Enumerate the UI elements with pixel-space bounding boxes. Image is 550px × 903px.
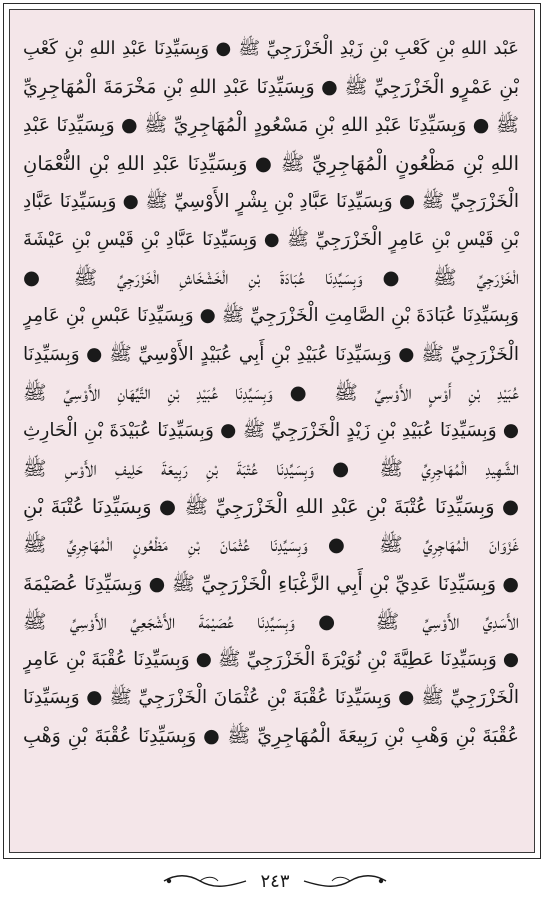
- scroll-ornament-left-icon: [162, 873, 248, 889]
- text-line: عَبْد اللهِ بْنِ كَعْبِ بْنِ زَيْدِ الْخَزْرَجِيِّ ﷺ ● وَبِسَيِّدِنَا عَبْدِ اللهِ بْنِ كَعْبِ: [23, 38, 519, 59]
- text-line: عُبَيْدِ بْنِ أَوْسٍ الأَوْسِيِّ ﷺ ● وَبِسَيِّدِنَا عُبَيْدِ بْنِ التَّيِّهَانِ الأَوْسِيِّ ﷺ: [23, 380, 519, 404]
- text-line: عُقْبَةَ بْنِ وَهْبِ بْنِ رَبِيعَةَ الْمُهَاجِرِيِّ ﷺ ● وَبِسَيِّدِنَا عُقْبَةَ بْنِ وَهْبِ: [23, 725, 519, 748]
- text-line: وَبِسَيِّدِنَا عُبَادَةَ بْنِ الصَّامِتِ الْخَزْرَجِيِّ ﷺ ● وَبِسَيِّدِنَا عَبْسِ بْنِ عَامِرٍ: [23, 305, 519, 327]
- page-footer: [0, 866, 550, 896]
- text-line: الْخَزْرَجِيِّ ﷺ ● وَبِسَيِّدِنَا عُقْبَةَ بْنِ عُثْمَانَ الْخَزْرَجِيِّ ﷺ ● وَبِسَيِّدِنَا: [23, 687, 519, 709]
- text-line: الشَّهِيدِ الْمُهَاجِرِيِّ ﷺ ● وَبِسَيِّدِنَا عُتْبَةَ بْنِ رَبِيعَةَ حَلِيفِ الأَوْسِ ﷺ: [23, 457, 519, 481]
- text-line: بْنِ عَمْرٍو الْخَزْرَجِيِّ ﷺ ● وَبِسَيِّدِنَا عَبْدِ اللهِ بْنِ مَخْرَمَةَ الْمُهَاجِرِيِّ: [23, 76, 519, 99]
- text-line: ﷺ ● وَبِسَيِّدِنَا عَبْدِ اللهِ بْنِ مَسْعُودٍ الْمُهَاجِرِيِّ ﷺ ● وَبِسَيِّدِنَا عَبْدِ: [23, 114, 519, 137]
- text-line: الْخَزْرَجِيِّ ﷺ ● وَبِسَيِّدِنَا عَبَّادِ بْنِ بِشْرٍ الأَوْسِيِّ ﷺ ● وَبِسَيِّدِنَا عَبَّادِ: [23, 190, 519, 212]
- text-line: الْخَزْرَجِيِّ ﷺ ● وَبِسَيِّدِنَا عُبَادَةَ بْنِ الْخَشْخَاشِ الْخَزْرَجِيِّ ﷺ ●: [23, 266, 519, 290]
- text-line: ● وَبِسَيِّدِنَا عَطِيَّةَ بْنِ نُوَيْرَةَ الْخَزْرَجِيِّ ﷺ ● وَبِسَيِّدِنَا عُقْبَةَ بْنِ عَامِرٍ: [23, 649, 519, 670]
- text-line: اللهِ بْنِ مَظْعُونٍ الْمُهَاجِرِيِّ ﷺ ● وَبِسَيِّدِنَا عَبْدِ اللهِ بْنِ النُّعْمَانِ: [23, 151, 519, 175]
- text-line: الأَسَدِيِّ الأَوْسِيِّ ﷺ ● وَبِسَيِّدِنَا عُصَيْمَةَ الأَشْجَعِيِّ الأَوْسِيِّ ﷺ: [23, 609, 519, 633]
- text-line: ● وَبِسَيِّدِنَا عُبَيْدِ بْنِ زَيْدٍ الْخَزْرَجِيِّ ﷺ ● وَبِسَيِّدِنَا عُبَيْدَةَ بْنِ الْحَارِثِ: [23, 419, 519, 441]
- text-body: [23, 30, 519, 850]
- page-number: ٢٤٣: [260, 870, 290, 892]
- text-line: بْنِ قَيْسِ بْنِ عَامِرٍ الْخَزْرَجِيِّ ﷺ ● وَبِسَيِّدِنَا عَبَّادِ بْنِ قَيْسِ بْنِ عَيْشَةَ: [23, 228, 519, 250]
- scroll-ornament-right-icon: [302, 873, 388, 889]
- text-line: الْخَزْرَجِيِّ ﷺ ● وَبِسَيِّدِنَا عُبَيْدِ بْنِ أَبِي عُبَيْدٍ الأَوْسِيِّ ﷺ ● وَبِسَيِّدِنَا: [23, 343, 519, 365]
- text-line: غَزْوَانَ الْمُهَاجِرِيِّ ﷺ ● وَبِسَيِّدِنَا عُثْمَانَ بْنِ مَظْعُونٍ الْمُهَاجِرِيِّ ﷺ: [23, 533, 519, 557]
- text-line: ● وَبِسَيِّدِنَا عُتْبَةَ بْنِ عَبْدِ اللهِ الْخَزْرَجِيِّ ﷺ ● وَبِسَيِّدِنَا عُتْبَةَ بْنِ: [23, 495, 519, 519]
- text-line: ● وَبِسَيِّدِنَا عَدِيِّ بْنِ أَبِي الزَّغْبَاءِ الْخَزْرَجِيِّ ﷺ ● وَبِسَيِّدِنَا عُصَيْمَةَ: [23, 572, 519, 595]
